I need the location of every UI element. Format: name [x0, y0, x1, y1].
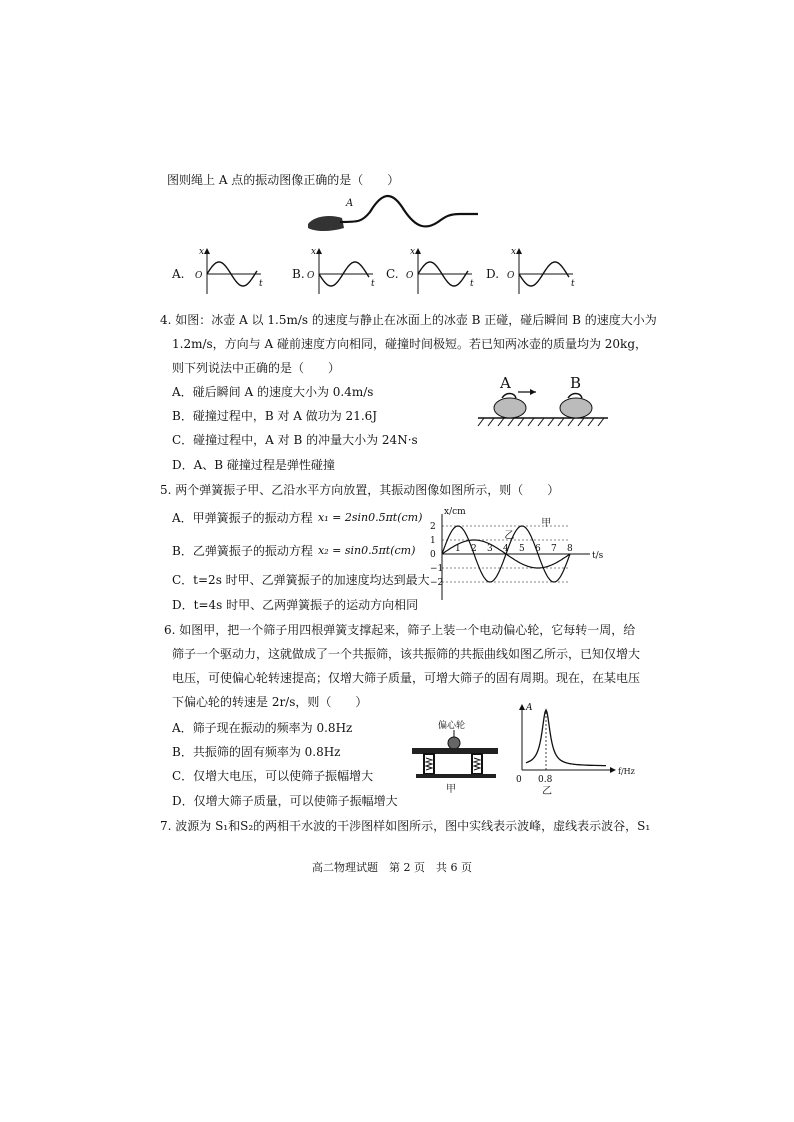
q5-stem: 5. 两个弹簧振子甲、乙沿水平方向放置，其振动图像如图所示，则（ ） — [160, 483, 560, 497]
q3-option-graph — [307, 248, 387, 298]
x-tick-label: 0.8 — [538, 775, 553, 785]
q6-line3: 电压，可使偏心轮转速提高；仅增大筛子质量，可增大筛子的固有周期。现在，在某电压 — [172, 671, 641, 685]
axis-t-label: t — [259, 279, 263, 289]
fig-jia-caption: 甲 — [446, 784, 456, 795]
origin-label: O — [195, 271, 203, 281]
q3-option-graph — [406, 248, 486, 298]
x-tick-label: 2 — [471, 544, 477, 554]
wheel-label: 偏心轮 — [438, 721, 466, 731]
origin-label: O — [307, 271, 315, 281]
axis-x-label: x — [410, 247, 416, 257]
rope-wave — [340, 196, 478, 227]
q6-resonance-chart — [514, 702, 635, 797]
axis-x-label: x — [311, 247, 317, 257]
x-tick-label: 1 — [455, 544, 461, 554]
q3-option-letter: A. — [172, 267, 185, 281]
q4-option-b: B．碰撞过程中，B 对 A 做功为 21.6J — [172, 409, 378, 423]
q3-option-graph — [507, 248, 587, 298]
axis-x-label: x — [511, 247, 517, 257]
legend-yi: 乙 — [504, 530, 515, 542]
q6-sieve-figure — [410, 718, 502, 796]
origin-label: O — [406, 271, 414, 281]
axis-t-label: t — [371, 279, 375, 289]
y-tick-label: 1 — [430, 536, 436, 546]
q7-line1: 7. 波源为 S₁和S₂的两相干水波的干涉图样如图所示，图中实线表示波峰，虚线表示波谷，S₁ — [160, 819, 651, 833]
legend-jia: 甲 — [541, 518, 552, 529]
q5-eq-b: x₂ = sin0.5πt(cm) — [318, 544, 416, 557]
q3-option-letter: C. — [386, 267, 399, 281]
page-footer: 高二物理试题 第 2 页 共 6 页 — [312, 861, 472, 874]
stone-b-label: B — [570, 374, 582, 392]
q5-option-a: A．甲弹簧振子的振动方程 — [172, 511, 313, 525]
y-axis-label: A — [526, 703, 533, 713]
q3-option-letter: D. — [486, 267, 500, 281]
fig-yi-caption: 乙 — [542, 786, 552, 797]
q6-line2: 筛子一个驱动力，这就做成了一个共振筛，该共振筛的共振曲线如图乙所示，已知仅增大 — [172, 647, 641, 661]
q6-option-c: C．仅增大电压，可以使筛子振幅增大 — [172, 769, 374, 783]
q4-line1: 4. 如图：冰壶 A 以 1.5m/s 的速度与静止在冰面上的冰壶 B 正碰，碰后瞬间 B 的速度大小为 — [160, 313, 657, 327]
y-tick-label: 2 — [430, 522, 436, 532]
q3-option-letter: B. — [292, 267, 305, 281]
q6-line1: 6. 如图甲，把一个筛子用四根弹簧支撑起来，筛子上装一个电动偏心轮，它每转一周，给 — [164, 623, 636, 637]
q3-option-graph — [195, 248, 275, 298]
q5-vibration-chart — [420, 504, 620, 610]
q6-option-a: A．筛子现在振动的频率为 0.8Hz — [172, 721, 353, 735]
q4-option-a: A．碰后瞬间 A 的速度大小为 0.4m/s — [172, 385, 374, 399]
hand-shape — [308, 216, 344, 231]
stone-a-label: A — [500, 374, 511, 392]
y-tick-label: −1 — [430, 564, 444, 574]
q3-rope-figure — [300, 188, 480, 240]
origin-label: O — [507, 271, 515, 281]
point-a-label: A — [346, 198, 354, 209]
q5-option-c: C．t=2s 时甲、乙弹簧振子的加速度均达到最大 — [172, 573, 430, 587]
axis-t-label: t — [571, 279, 575, 289]
q6-option-b: B．共振筛的固有频率为 0.8Hz — [172, 745, 341, 759]
x-tick-label: 0 — [516, 775, 522, 785]
q6-line4: 下偏心轮的转速是 2r/s，则（ ） — [172, 695, 368, 709]
x-tick-label: 4 — [503, 544, 509, 554]
x-tick-label: 3 — [487, 544, 493, 554]
y-tick-label: −2 — [430, 578, 444, 588]
stone-a — [494, 398, 526, 418]
q4-line3: 则下列说法中正确的是（ ） — [172, 361, 341, 375]
resonance-curve — [526, 710, 606, 766]
q4-option-d: D．A、B 碰撞过程是弹性碰撞 — [172, 458, 335, 472]
q4-curling-figure — [478, 376, 618, 428]
q4-line2: 1.2m/s，方向与 A 碰前速度方向相同，碰撞时间极短。若已知两冰壶的质量均为 20kg， — [172, 337, 647, 351]
q5-option-b: B．乙弹簧振子的振动方程 — [172, 544, 313, 558]
eccentric-wheel — [448, 737, 460, 749]
x-axis-label: f/Hz — [618, 767, 635, 776]
q5-eq-a: x₁ = 2sin0.5πt(cm) — [318, 511, 423, 524]
stone-b — [560, 398, 592, 418]
q4-option-c: C．碰撞过程中，A 对 B 的冲量大小为 24N·s — [172, 433, 418, 447]
x-tick-label: 5 — [519, 544, 525, 554]
y-axis-label: x/cm — [444, 507, 466, 517]
q5-option-d: D．t=4s 时甲、乙两弹簧振子的运动方向相同 — [172, 598, 419, 612]
x-axis-label: t/s — [592, 551, 604, 561]
q6-option-d: D．仅增大筛子质量，可以使筛子振幅增大 — [172, 794, 398, 808]
x-tick-label: 8 — [567, 544, 573, 554]
x-tick-label: 7 — [551, 544, 557, 554]
axis-x-label: x — [199, 247, 205, 257]
q3-stem: 图则绳上 A 点的振动图像正确的是（ ） — [167, 173, 400, 187]
axis-t-label: t — [470, 279, 474, 289]
y-tick-label: 0 — [430, 550, 436, 560]
x-tick-label: 6 — [535, 544, 541, 554]
